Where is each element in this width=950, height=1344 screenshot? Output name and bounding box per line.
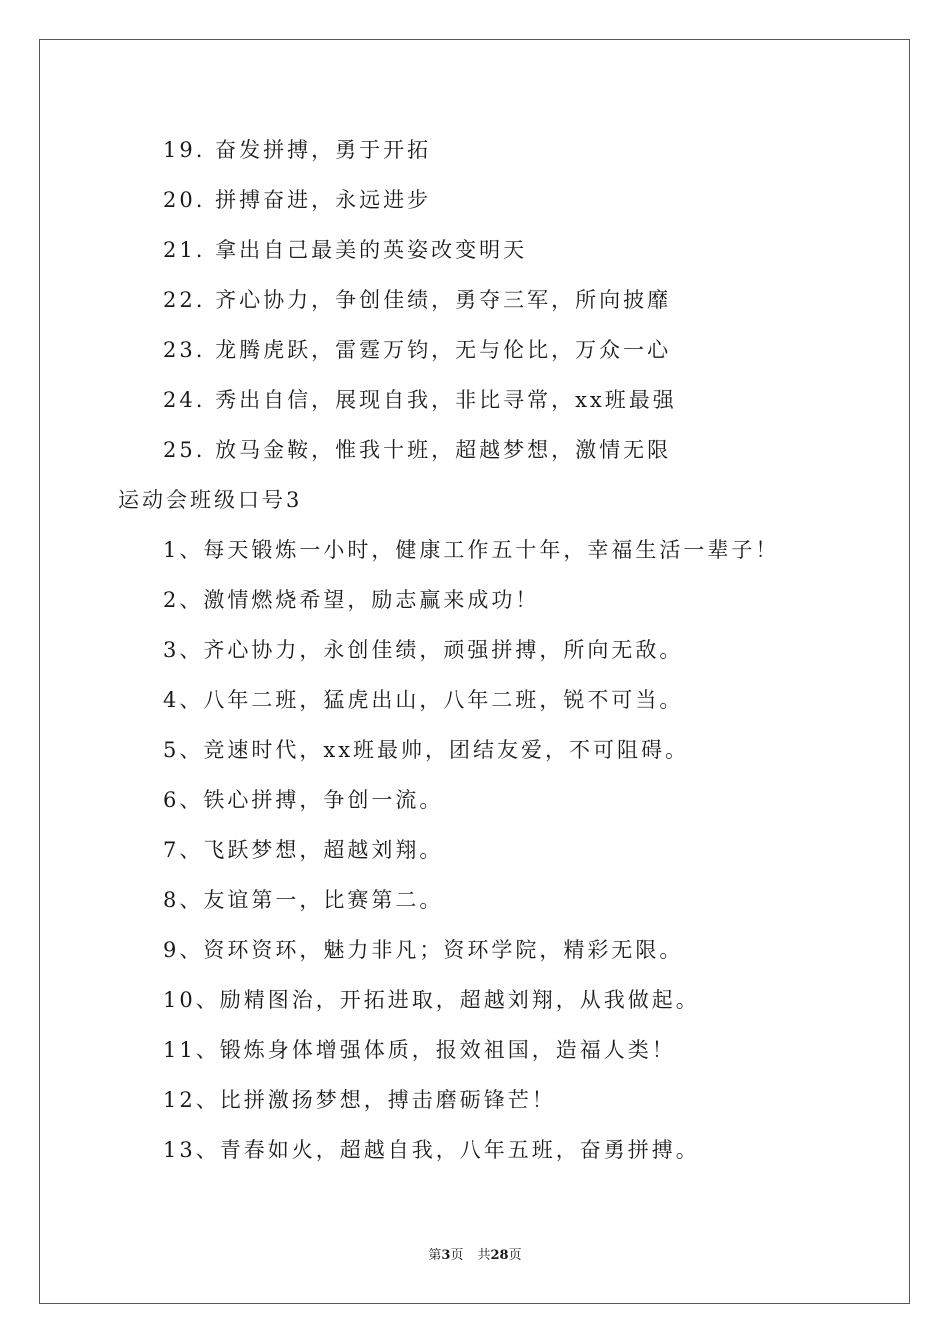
page-current: 3 xyxy=(441,1248,451,1263)
list-item: 4、八年二班，猛虎出山，八年二班，锐不可当。 xyxy=(163,688,684,712)
section-heading: 运动会班级口号3 xyxy=(118,488,303,512)
list-item: 23. 龙腾虎跃，雷霆万钧，无与伦比，万众一心 xyxy=(163,338,672,362)
page-total: 28 xyxy=(490,1248,509,1263)
list-item: 10、励精图治，开拓进取，超越刘翔，从我做起。 xyxy=(163,988,700,1012)
list-item: 19. 奋发拼搏，勇于开拓 xyxy=(163,138,432,162)
list-item: 5、竞速时代，xx班最帅，团结友爱，不可阻碍。 xyxy=(163,738,690,762)
list-item: 20. 拼搏奋进，永远进步 xyxy=(163,188,432,212)
list-item: 21. 拿出自己最美的英姿改变明天 xyxy=(163,238,528,262)
list-item: 12、比拼激扬梦想，搏击磨砺锋芒！ xyxy=(163,1088,556,1112)
list-item: 22. 齐心协力，争创佳绩，勇夺三军，所向披靡 xyxy=(163,288,672,312)
list-item: 11、锻炼身体增强体质，报效祖国，造福人类！ xyxy=(163,1038,676,1062)
page-prefix: 第 xyxy=(428,1248,442,1263)
list-item: 9、资环资环，魅力非凡；资环学院，精彩无限。 xyxy=(163,938,684,962)
list-item: 25. 放马金鞍，惟我十班，超越梦想，激情无限 xyxy=(163,438,672,462)
list-item: 24. 秀出自信，展现自我，非比寻常，xx班最强 xyxy=(163,388,677,412)
list-item: 2、激情燃烧希望，励志赢来成功！ xyxy=(163,588,540,612)
list-item: 13、青春如火，超越自我，八年五班，奋勇拼搏。 xyxy=(163,1138,700,1162)
list-item: 6、铁心拼搏，争创一流。 xyxy=(163,788,444,812)
total-suffix: 页 xyxy=(508,1248,522,1263)
list-item: 8、友谊第一，比赛第二。 xyxy=(163,888,444,912)
list-item: 7、飞跃梦想，超越刘翔。 xyxy=(163,838,444,862)
list-item: 3、齐心协力，永创佳绩，顽强拼搏，所向无敌。 xyxy=(163,638,684,662)
page-frame xyxy=(39,39,910,1304)
page-footer xyxy=(0,1247,950,1265)
list-item: 1、每天锻炼一小时，健康工作五十年，幸福生活一辈子！ xyxy=(163,538,780,562)
page-suffix: 页 xyxy=(450,1248,464,1263)
total-prefix: 共 xyxy=(477,1248,491,1263)
